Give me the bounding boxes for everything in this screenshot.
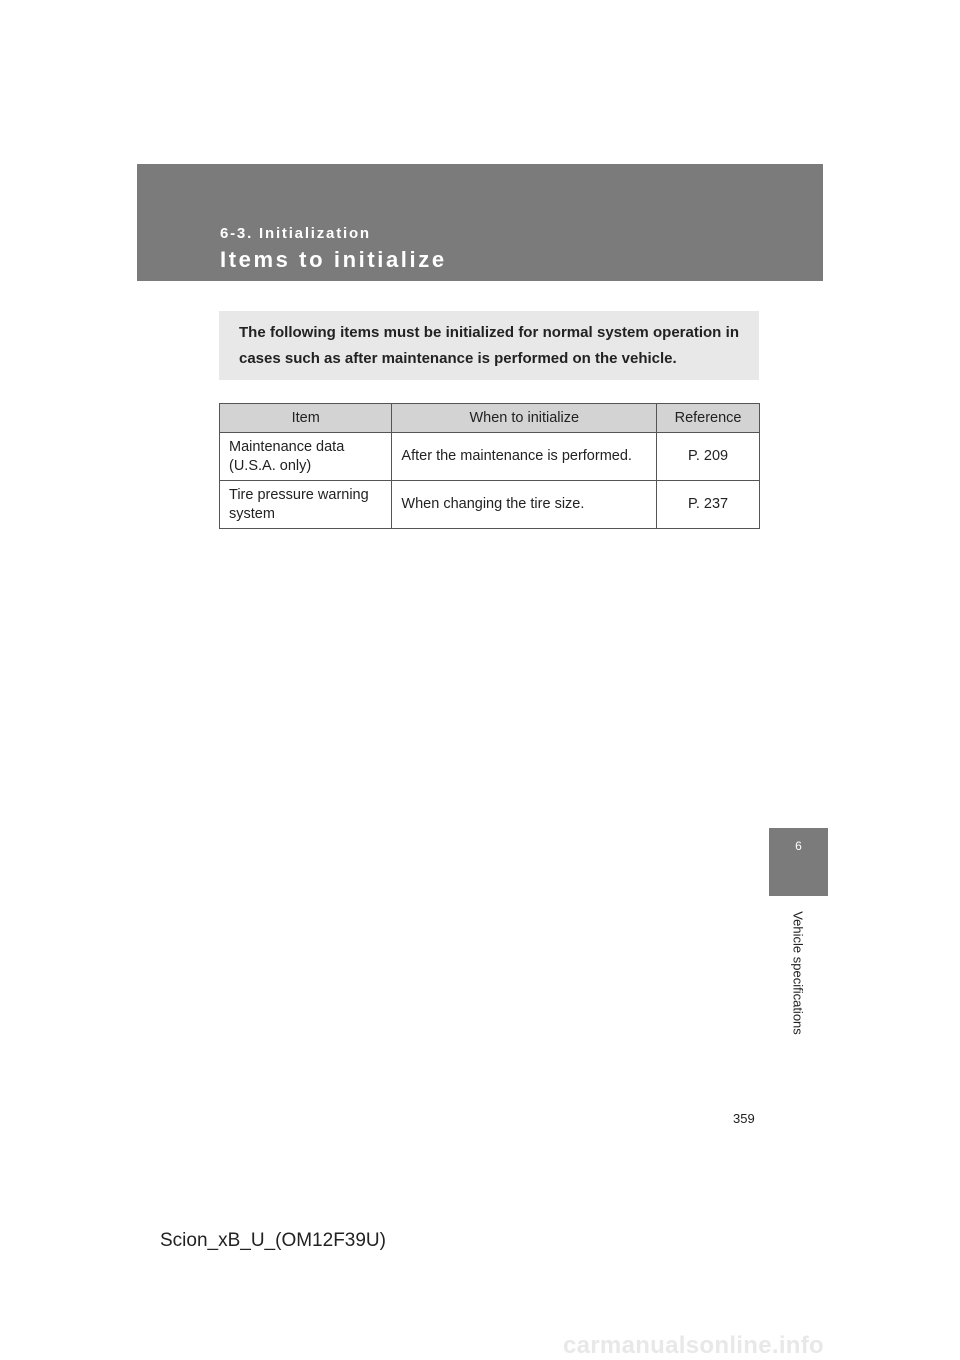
column-header-item: Item: [220, 404, 392, 433]
section-label: 6-3. Initialization: [220, 225, 371, 242]
cell-when: After the maintenance is performed.: [392, 433, 657, 481]
cell-reference: P. 209: [657, 433, 760, 481]
page-number: 359: [733, 1111, 755, 1126]
cell-item: Tire pressure warning system: [220, 481, 392, 529]
cell-when: When changing the tire size.: [392, 481, 657, 529]
watermark: carmanualsonline.info: [563, 1332, 825, 1359]
cell-item: Maintenance data (U.S.A. only): [220, 433, 392, 481]
table-header-row: [220, 404, 760, 433]
cell-reference: P. 237: [657, 481, 760, 529]
doc-code: Scion_xB_U_(OM12F39U): [160, 1230, 386, 1251]
column-header-reference: Reference: [657, 404, 760, 433]
chapter-title: Vehicle specifications: [790, 911, 806, 1035]
table-row: [220, 433, 760, 481]
table-row: [220, 481, 760, 529]
column-header-when: When to initialize: [392, 404, 657, 433]
chapter-tab: 6: [769, 828, 828, 896]
header-band: [137, 164, 823, 281]
items-table: [219, 403, 760, 529]
page-title: Items to initialize: [220, 247, 447, 272]
intro-box: The following items must be initialized for normal system operation in cases such as after maintenance is performed on the vehicle.: [219, 311, 759, 380]
